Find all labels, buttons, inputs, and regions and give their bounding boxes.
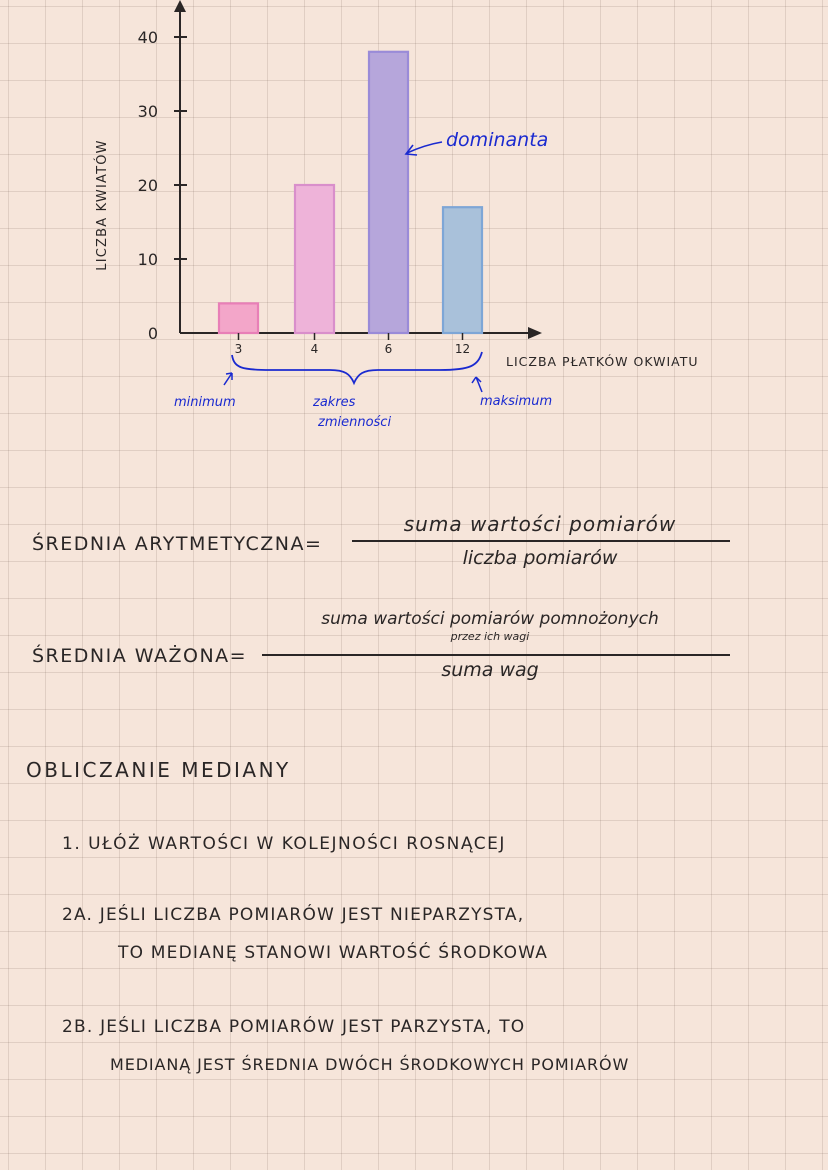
median-step-1: 1. UŁÓŻ WARTOŚCI W KOLEJNOŚCI ROSNĄCEJ: [62, 834, 506, 854]
bar-6: [369, 52, 408, 333]
median-step-2a-line2: TO MEDIANĘ STANOWI WARTOŚĆ ŚRODKOWA: [118, 943, 549, 963]
weighted-mean-denominator: suma wag: [441, 659, 539, 681]
y-tick-label-40: 40: [137, 28, 158, 47]
y-axis-label: LICZBA KWIATÓW: [95, 139, 110, 271]
max-arrow: [472, 377, 482, 392]
range-label-1: zakres: [313, 395, 356, 410]
y-axis-arrow: [174, 0, 186, 12]
y-tick-label-20: 20: [137, 176, 158, 195]
x-axis-arrow: [528, 327, 542, 339]
x-tick-label-12: 12: [454, 342, 471, 356]
range-brace: [232, 352, 482, 383]
mode-arrow: [407, 142, 442, 153]
y-tick-label-30: 30: [137, 102, 158, 121]
mode-label: dominanta: [446, 129, 549, 151]
weighted-mean-numerator: suma wartości pomiarów pomnożonych: [321, 609, 659, 629]
median-step-2a-line1: 2A. JEŚLI LICZBA POMIARÓW JEST NIEPARZYSTA,: [62, 905, 525, 925]
bar-chart: [0, 0, 828, 450]
median-step-2b-line1: 2B. JEŚLI LICZBA POMIARÓW JEST PARZYSTA, TO: [62, 1017, 526, 1037]
min-label: minimum: [174, 395, 236, 410]
median-title: OBLICZANIE MEDIANY: [26, 758, 291, 782]
median-step-2b-line2: MEDIANĄ JEST ŚREDNIA DWÓCH ŚRODKOWYCH POMIARÓW: [110, 1055, 630, 1074]
arithmetic-mean-denominator: liczba pomiarów: [462, 547, 618, 569]
max-label: maksimum: [480, 394, 553, 409]
x-tick-label-6: 6: [384, 342, 393, 356]
range-label-2: zmienności: [318, 415, 392, 430]
min-arrow: [224, 373, 232, 385]
weighted-mean-numerator-2: przez ich wagi: [450, 630, 530, 643]
x-tick-label-3: 3: [234, 342, 243, 356]
y-tick-label-10: 10: [137, 250, 158, 269]
arithmetic-mean-label: ŚREDNIA ARYTMETYCZNA=: [32, 533, 323, 555]
weighted-fraction-line: [262, 654, 730, 656]
bar-12: [443, 207, 482, 333]
bar-4: [295, 185, 334, 333]
arithmetic-fraction-line: [352, 540, 730, 542]
x-axis-label: LICZBA PŁATKÓW OKWIATU: [506, 354, 699, 369]
x-tick-label-4: 4: [310, 342, 319, 356]
y-tick-label-0: 0: [147, 324, 158, 343]
arithmetic-mean-numerator: suma wartości pomiarów: [403, 512, 677, 536]
bar-3: [219, 303, 258, 333]
weighted-mean-label: ŚREDNIA WAŻONA=: [32, 645, 248, 667]
